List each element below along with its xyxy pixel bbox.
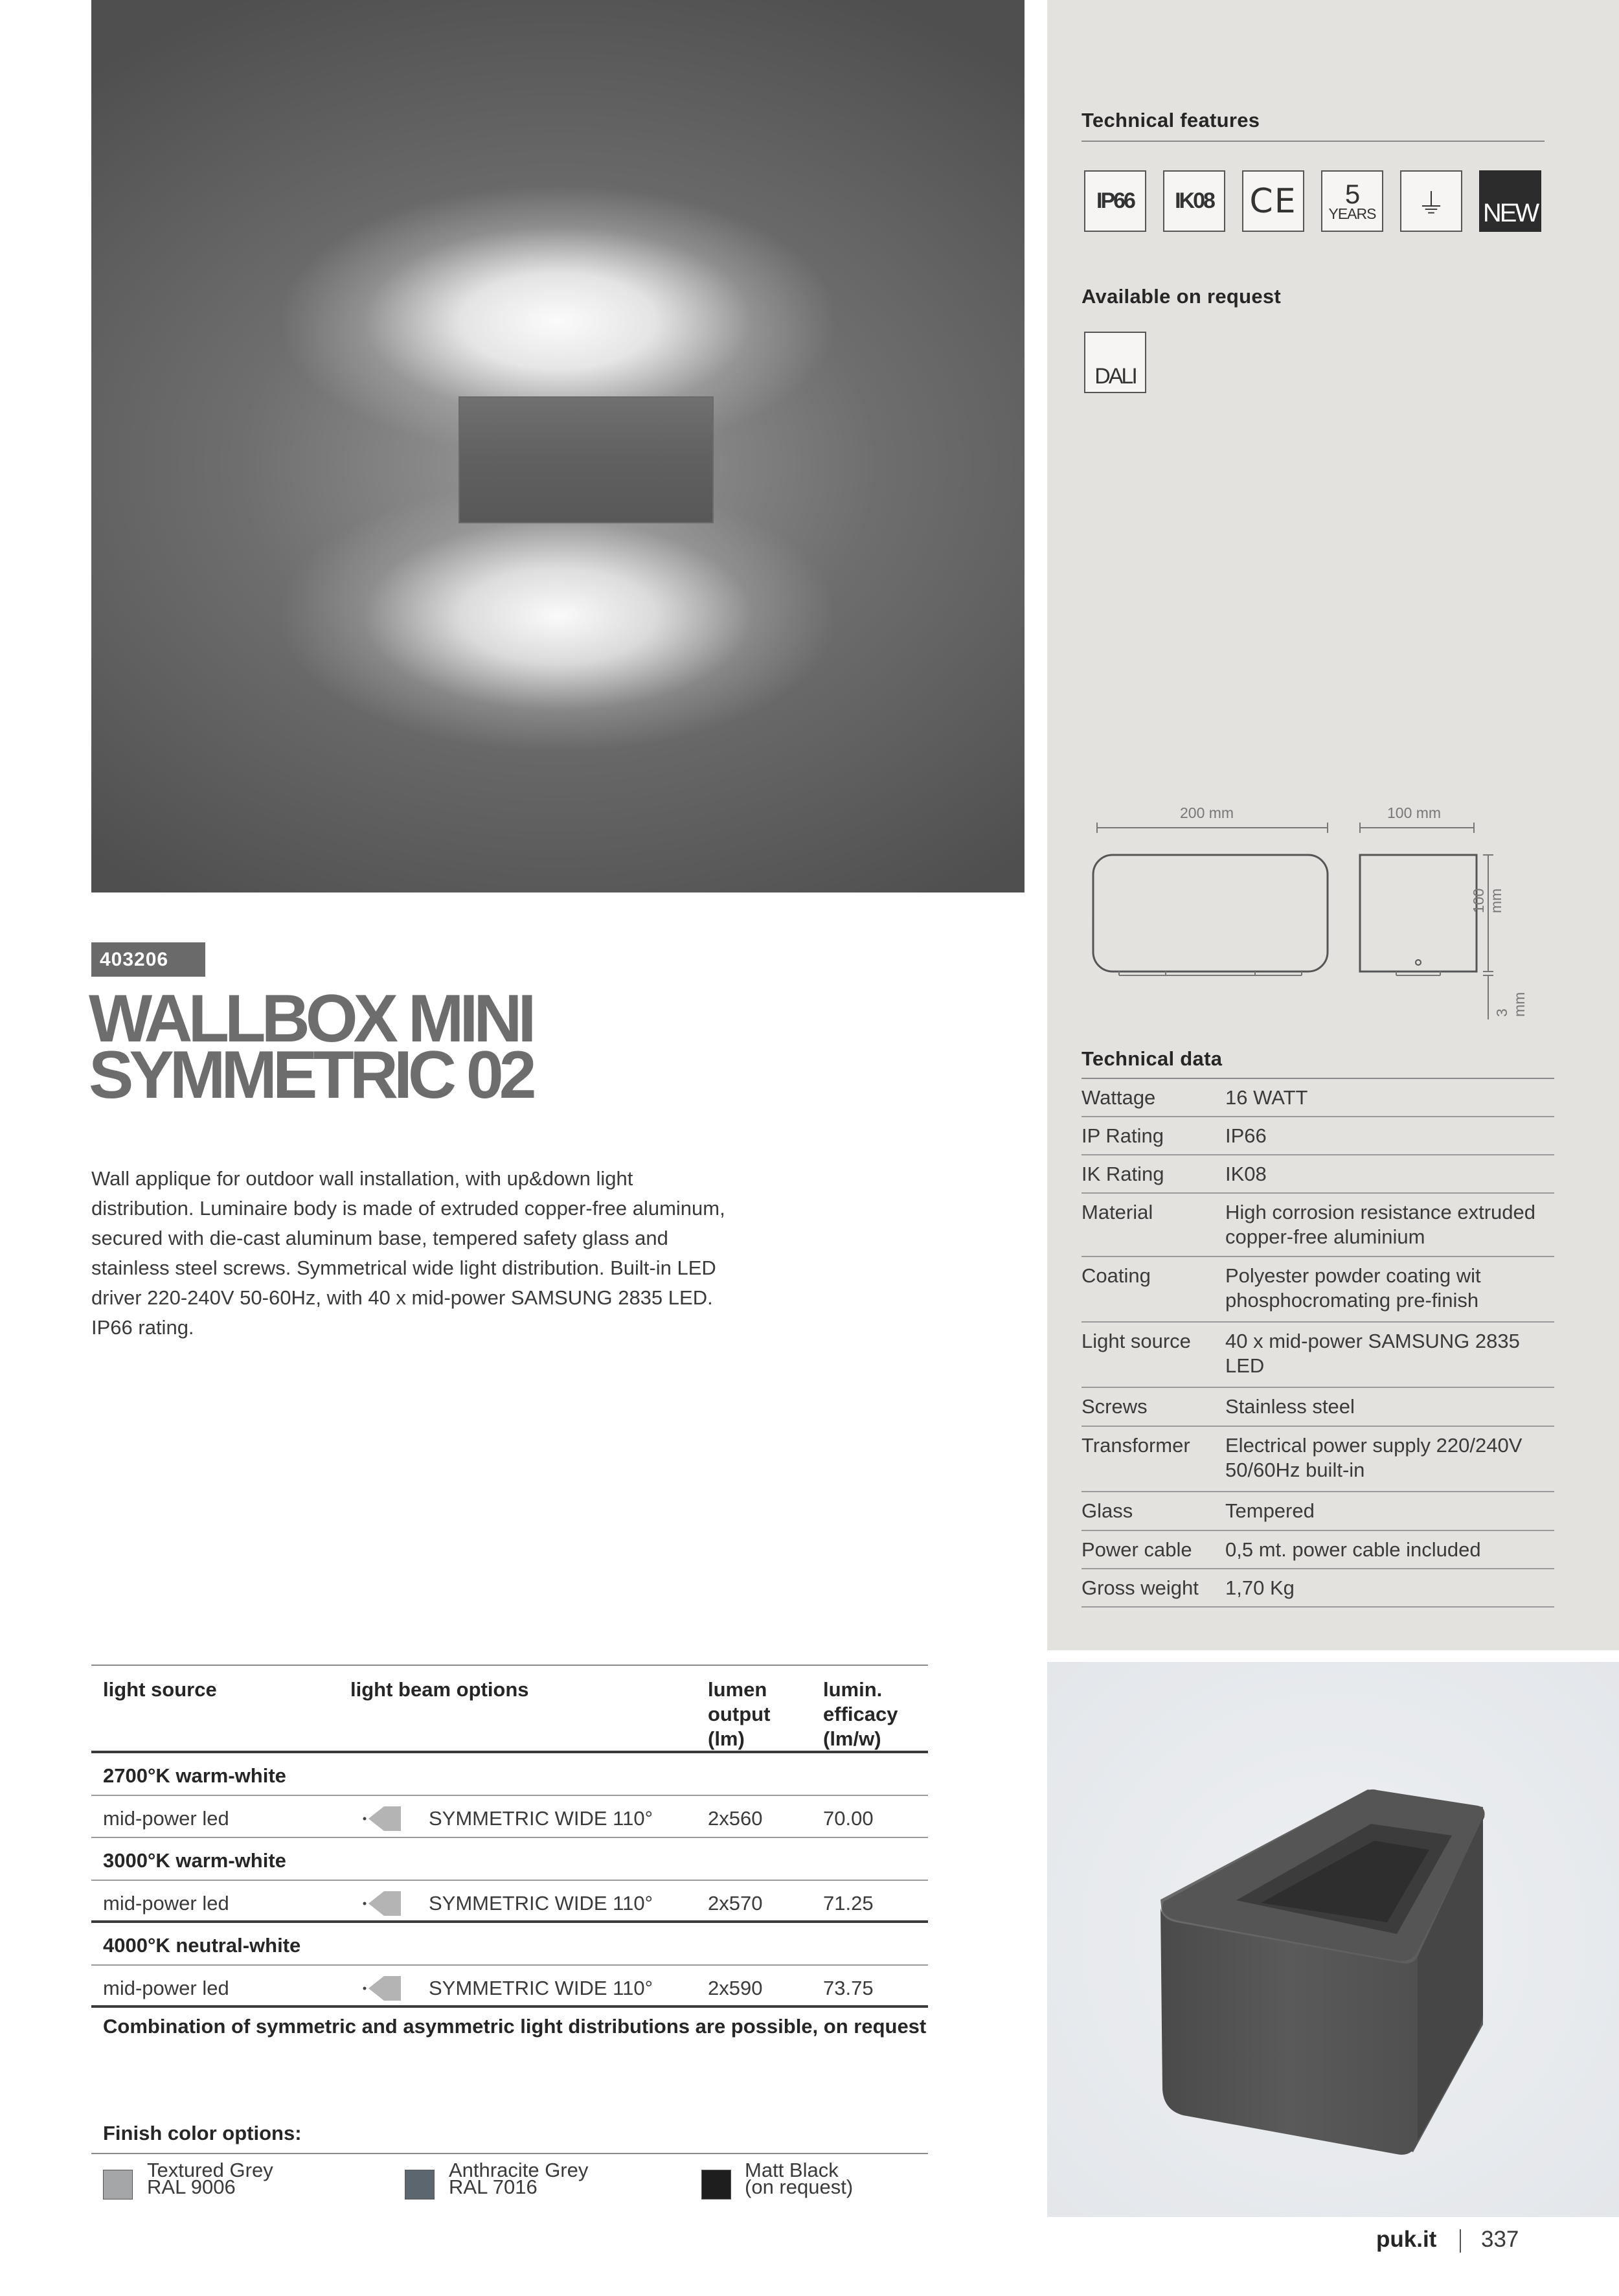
footer-brand: puk.it bbox=[1376, 2227, 1437, 2252]
class-1-earth-icon: ⏚ bbox=[1400, 170, 1462, 232]
product-title-line1: WALLBOX MINI bbox=[89, 981, 532, 1056]
header-light-source: light source bbox=[103, 1678, 217, 1701]
table-row: mid-power led SYMMETRIC WIDE 110° 2x590 73.75 bbox=[91, 1966, 928, 2008]
finish-label-anthracite-grey: Anthracite Grey RAL 7016 bbox=[449, 2159, 589, 2198]
tech-row-transformer: Transformer Electrical power supply 220/240V 50/60Hz built-in bbox=[1081, 1427, 1554, 1492]
symmetric-beam-icon bbox=[362, 1972, 403, 2005]
header-light-beam: light beam options bbox=[350, 1678, 529, 1701]
dimension-drawing bbox=[1088, 803, 1528, 1023]
tech-row-glass: Glass Tempered bbox=[1081, 1492, 1554, 1531]
product-description: Wall applique for outdoor wall installation, with up&down light distribution. Luminaire body is made of extruded copper-free aluminum, secured with die-cast aluminum base, tempered safety glass and stainless steel screws. Symmetrical wide light distribution. Built-in LED driver 220-240V 50-60Hz, with 40 x mid-power SAMSUNG 2835 LED. IP66 rating. bbox=[91, 1167, 725, 1339]
page-number: 337 bbox=[1481, 2227, 1519, 2252]
width-dimension-label: 200 mm bbox=[1180, 804, 1234, 821]
swatch-anthracite-grey bbox=[405, 2170, 435, 2199]
technical-data-table bbox=[1081, 1079, 1554, 1608]
swatch-matt-black bbox=[701, 2170, 731, 2199]
available-on-request-title: Available on request bbox=[1081, 285, 1282, 308]
header-lumen-output: lumen output (lm) bbox=[708, 1678, 771, 1750]
tech-row-ip-rating: IP Rating IP66 bbox=[1081, 1117, 1554, 1155]
product-code: 403206 bbox=[91, 942, 205, 977]
tech-row-coating: Coating Polyester powder coating wit phosphocromating pre-finish bbox=[1081, 1257, 1554, 1323]
hero-wall-fixture bbox=[459, 396, 714, 523]
depth-dimension-label: 100 mm bbox=[1387, 804, 1442, 821]
tech-row-screws: Screws Stainless steel bbox=[1081, 1388, 1554, 1427]
dimension-drawing-svg bbox=[1088, 803, 1515, 1023]
table-row: mid-power led SYMMETRIC WIDE 110° 2x570 71.25 bbox=[91, 1881, 928, 1923]
tech-row-gross-weight: Gross weight 1,70 Kg bbox=[1081, 1569, 1554, 1608]
distribution-note: Combination of symmetric and asymmetric light distributions are possible, on request bbox=[103, 2015, 927, 2038]
finish-label-matt-black: Matt Black (on request) bbox=[745, 2159, 854, 2198]
tech-row-light-source: Light source 40 x mid-power SAMSUNG 2835 LED bbox=[1081, 1323, 1554, 1388]
footer-separator bbox=[1460, 2229, 1461, 2253]
finish-divider bbox=[91, 2153, 928, 2154]
tech-row-power-cable: Power cable 0,5 mt. power cable included bbox=[1081, 1531, 1554, 1569]
finish-label-textured-grey: Textured Grey RAL 9006 bbox=[147, 2159, 273, 2198]
product-title bbox=[89, 981, 866, 1113]
tech-row-wattage: Wattage 16 WATT bbox=[1081, 1079, 1554, 1117]
table-row: mid-power led SYMMETRIC WIDE 110° 2x560 70.00 bbox=[91, 1796, 928, 1838]
warranty-5-years-icon: 5 YEARS bbox=[1321, 170, 1383, 232]
tech-row-ik-rating: IK Rating IK08 bbox=[1081, 1155, 1554, 1194]
light-table-header bbox=[91, 1665, 928, 1753]
dali-icon: DALI bbox=[1084, 332, 1146, 393]
technical-features-divider bbox=[1081, 141, 1545, 142]
header-luminous-efficacy: lumin. efficacy (lm/w) bbox=[823, 1678, 898, 1750]
swatch-textured-grey bbox=[103, 2170, 133, 2199]
ip66-icon: IP66 bbox=[1084, 170, 1146, 232]
tech-row-material: Material High corrosion resistance extruded copper-free aluminium bbox=[1081, 1194, 1554, 1257]
ce-mark-icon: CE bbox=[1242, 170, 1304, 232]
gap-dimension-label: 3 mm bbox=[1493, 992, 1528, 1017]
light-source-table bbox=[91, 1665, 928, 2008]
product-render-svg bbox=[1047, 1662, 1619, 2217]
product-photo bbox=[1047, 1662, 1619, 2217]
group-3000k: 3000°K warm-white bbox=[91, 1838, 928, 1881]
ik08-icon: IK08 bbox=[1163, 170, 1225, 232]
symmetric-beam-icon bbox=[362, 1802, 403, 1835]
product-title-line2: SYMMETRIC 02 bbox=[89, 1038, 532, 1113]
group-4000k: 4000°K neutral-white bbox=[91, 1923, 928, 1966]
symmetric-beam-icon bbox=[362, 1887, 403, 1920]
height-dimension-label: 100 mm bbox=[1470, 888, 1504, 913]
technical-features-title: Technical features bbox=[1081, 109, 1260, 131]
technical-data-title: Technical data bbox=[1081, 1047, 1223, 1070]
hero-photo bbox=[91, 0, 1025, 892]
finish-options-title: Finish color options: bbox=[103, 2122, 302, 2144]
new-icon: NEW bbox=[1479, 170, 1541, 232]
group-2700k: 2700°K warm-white bbox=[91, 1753, 928, 1796]
